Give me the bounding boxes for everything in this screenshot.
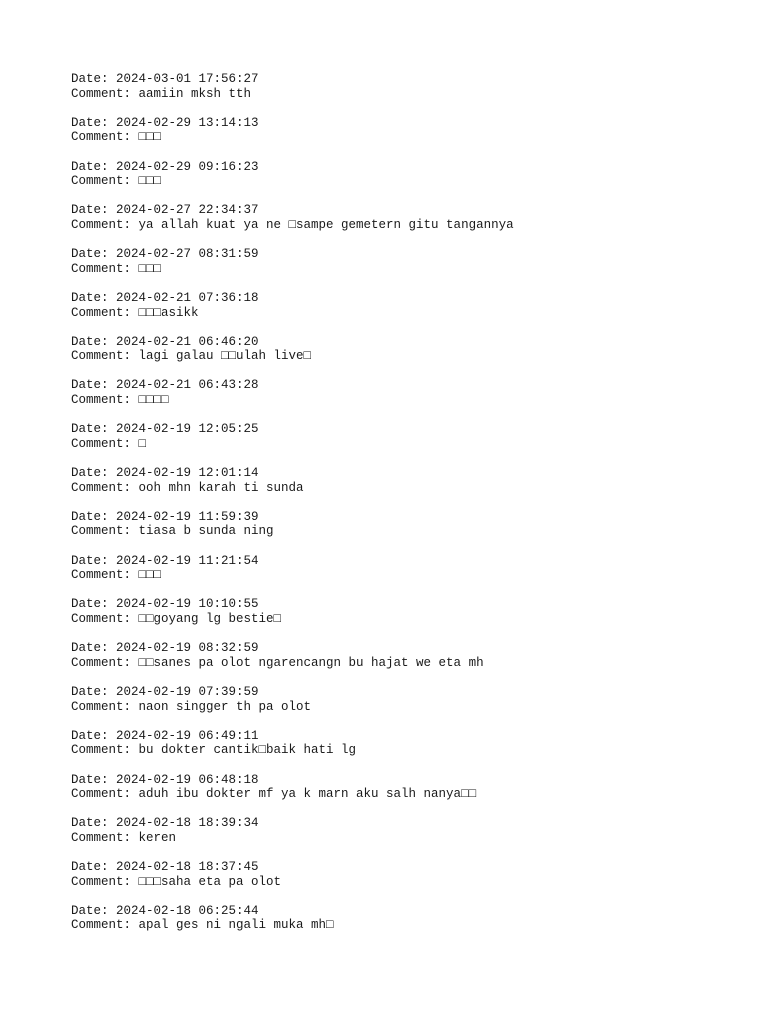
entry-date: Date: 2024-02-18 18:39:34 bbox=[71, 816, 259, 831]
comment-entry bbox=[71, 247, 748, 276]
entry-date: Date: 2024-02-21 06:46:20 bbox=[71, 334, 259, 349]
entry-date: Date: 2024-02-19 06:48:18 bbox=[71, 772, 259, 787]
entry-date: Date: 2024-02-21 06:43:28 bbox=[71, 378, 259, 393]
comment-entry bbox=[71, 72, 748, 101]
entry-date: Date: 2024-02-27 22:34:37 bbox=[71, 203, 259, 218]
entry-comment: Comment: □□□asikk bbox=[71, 305, 199, 320]
comment-entry bbox=[71, 422, 748, 451]
entry-comment: Comment: tiasa b sunda ning bbox=[71, 524, 274, 539]
comment-entry bbox=[71, 860, 748, 889]
entry-comment: Comment: aduh ibu dokter mf ya k marn aku salh nanya□□ bbox=[71, 787, 477, 802]
comment-log bbox=[71, 72, 748, 948]
entry-date: Date: 2024-02-29 09:16:23 bbox=[71, 159, 259, 174]
entry-date: Date: 2024-02-19 08:32:59 bbox=[71, 641, 259, 656]
comment-entry bbox=[71, 510, 748, 539]
entry-date: Date: 2024-02-19 10:10:55 bbox=[71, 597, 259, 612]
entry-date: Date: 2024-02-19 11:21:54 bbox=[71, 553, 259, 568]
entry-date: Date: 2024-02-18 18:37:45 bbox=[71, 860, 259, 875]
comment-entry bbox=[71, 378, 748, 407]
entry-date: Date: 2024-02-19 06:49:11 bbox=[71, 728, 259, 743]
comment-entry bbox=[71, 335, 748, 364]
comment-entry bbox=[71, 160, 748, 189]
comment-entry bbox=[71, 203, 748, 232]
entry-date: Date: 2024-02-18 06:25:44 bbox=[71, 903, 259, 918]
entry-comment: Comment: naon singger th pa olot bbox=[71, 699, 312, 714]
entry-date: Date: 2024-02-19 12:05:25 bbox=[71, 422, 259, 437]
entry-comment: Comment: aamiin mksh tth bbox=[71, 86, 252, 101]
entry-comment: Comment: lagi galau □□ulah live□ bbox=[71, 349, 312, 364]
comment-entry bbox=[71, 291, 748, 320]
entry-date: Date: 2024-02-19 11:59:39 bbox=[71, 509, 259, 524]
comment-entry bbox=[71, 466, 748, 495]
comment-entry bbox=[71, 597, 748, 626]
entry-date: Date: 2024-02-19 12:01:14 bbox=[71, 466, 259, 481]
entry-comment: Comment: □□□ bbox=[71, 568, 162, 583]
comment-entry bbox=[71, 641, 748, 670]
entry-date: Date: 2024-02-19 07:39:59 bbox=[71, 684, 259, 699]
comment-entry bbox=[71, 773, 748, 802]
comment-entry bbox=[71, 729, 748, 758]
entry-comment: Comment: ya allah kuat ya ne □sampe gemetern gitu tangannya bbox=[71, 217, 514, 232]
entry-date: Date: 2024-03-01 17:56:27 bbox=[71, 72, 259, 86]
entry-comment: Comment: apal ges ni ngali muka mh□ bbox=[71, 918, 334, 933]
entry-date: Date: 2024-02-29 13:14:13 bbox=[71, 115, 259, 130]
entry-comment: Comment: keren bbox=[71, 830, 177, 845]
entry-comment: Comment: □□□saha eta pa olot bbox=[71, 874, 282, 889]
entry-comment: Comment: ooh mhn karah ti sunda bbox=[71, 480, 304, 495]
comment-entry bbox=[71, 116, 748, 145]
entry-comment: Comment: bu dokter cantik□baik hati lg bbox=[71, 743, 357, 758]
entry-comment: Comment: □□□ bbox=[71, 261, 162, 276]
comment-entry bbox=[71, 816, 748, 845]
comment-entry bbox=[71, 685, 748, 714]
comment-entry bbox=[71, 554, 748, 583]
entry-date: Date: 2024-02-21 07:36:18 bbox=[71, 290, 259, 305]
entry-comment: Comment: □□goyang lg bestie□ bbox=[71, 611, 282, 626]
comment-entry bbox=[71, 904, 748, 933]
entry-comment: Comment: □□□ bbox=[71, 130, 162, 145]
entry-date: Date: 2024-02-27 08:31:59 bbox=[71, 247, 259, 262]
entry-comment: Comment: □ bbox=[71, 436, 147, 451]
entry-comment: Comment: □□sanes pa olot ngarencangn bu hajat we eta mh bbox=[71, 655, 484, 670]
entry-comment: Comment: □□□ bbox=[71, 174, 162, 189]
entry-comment: Comment: □□□□ bbox=[71, 393, 169, 408]
